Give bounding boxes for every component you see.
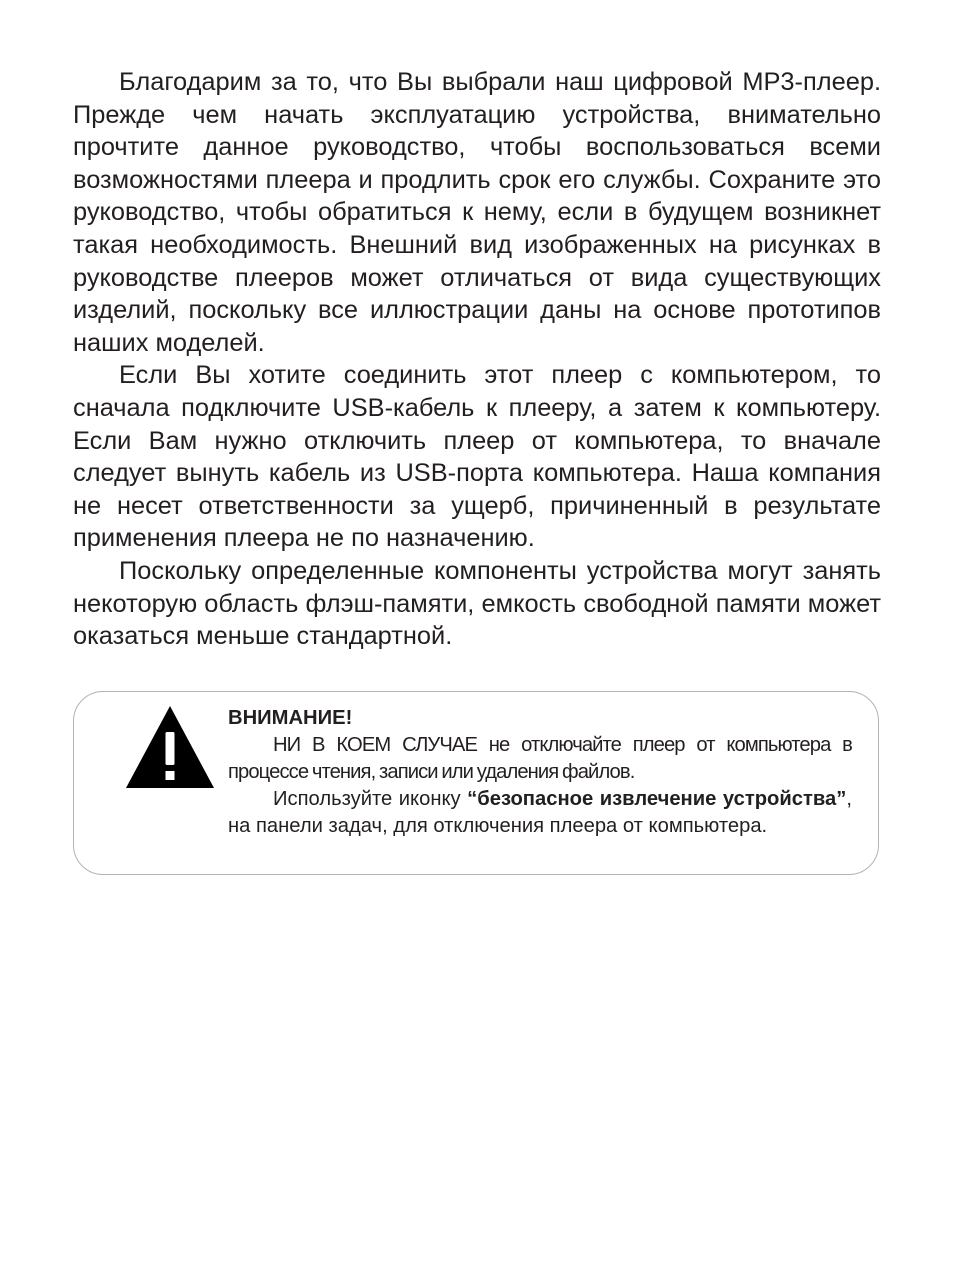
notice-title: ВНИМАНИЕ! <box>228 707 353 729</box>
paragraph-welcome: Благодарим за то, что Вы выбрали наш цифровой MP3-плеер. Прежде чем начать эксплуатацию устройства, внимательно прочтите данное руководство, чтобы воспользоваться всеми возможностями плеера и продлить срок его службы. Сохраните это руководство, чтобы обратиться к нему, если в будущем возникнет такая необходимость. Внешний вид изображенных на рисунках в руководстве плееров может отличаться от вида существующих изделий, поскольку все иллюстрации даны на основе прототипов наших моделей. <box>73 68 881 357</box>
warning-triangle-icon <box>126 706 214 788</box>
warning-notice-box <box>73 691 879 875</box>
notice-safe-removal-end: , на панели задач, для отключения плеера от компьютера. <box>228 788 852 837</box>
notice-disconnect-text: не отключайте плеер от компьютера в процессе чтения, записи или удаления файлов. <box>228 734 852 783</box>
notice-safe-removal-bold: “безопасное извлечение устройства” <box>467 788 847 810</box>
notice-content <box>228 705 852 840</box>
notice-safe-removal-start: Используйте иконку <box>273 788 468 810</box>
notice-caps-text: НИ В КОЕМ СЛУЧАЕ <box>273 734 478 756</box>
paragraph-memory: Поскольку определенные компоненты устройства могут занять некоторую область флэш-памяти, емкость свободной памяти может оказаться меньше стандартной. <box>73 556 881 651</box>
intro-text <box>73 66 881 653</box>
paragraph-usb-connection: Если Вы хотите соединить этот плеер с компьютером, то сначала подключите USB-кабель к плееру, а затем к компьютеру. Если Вам нужно отключить плеер от компьютера, то вначале следует вынуть кабель из USB-порта компьютера. Наша компания не несет ответственности за ущерб, причиненный в результате применения плеера не по назначению. <box>73 361 881 553</box>
notice-paragraph-safe-removal <box>228 786 852 840</box>
notice-paragraph-disconnect <box>228 732 852 786</box>
